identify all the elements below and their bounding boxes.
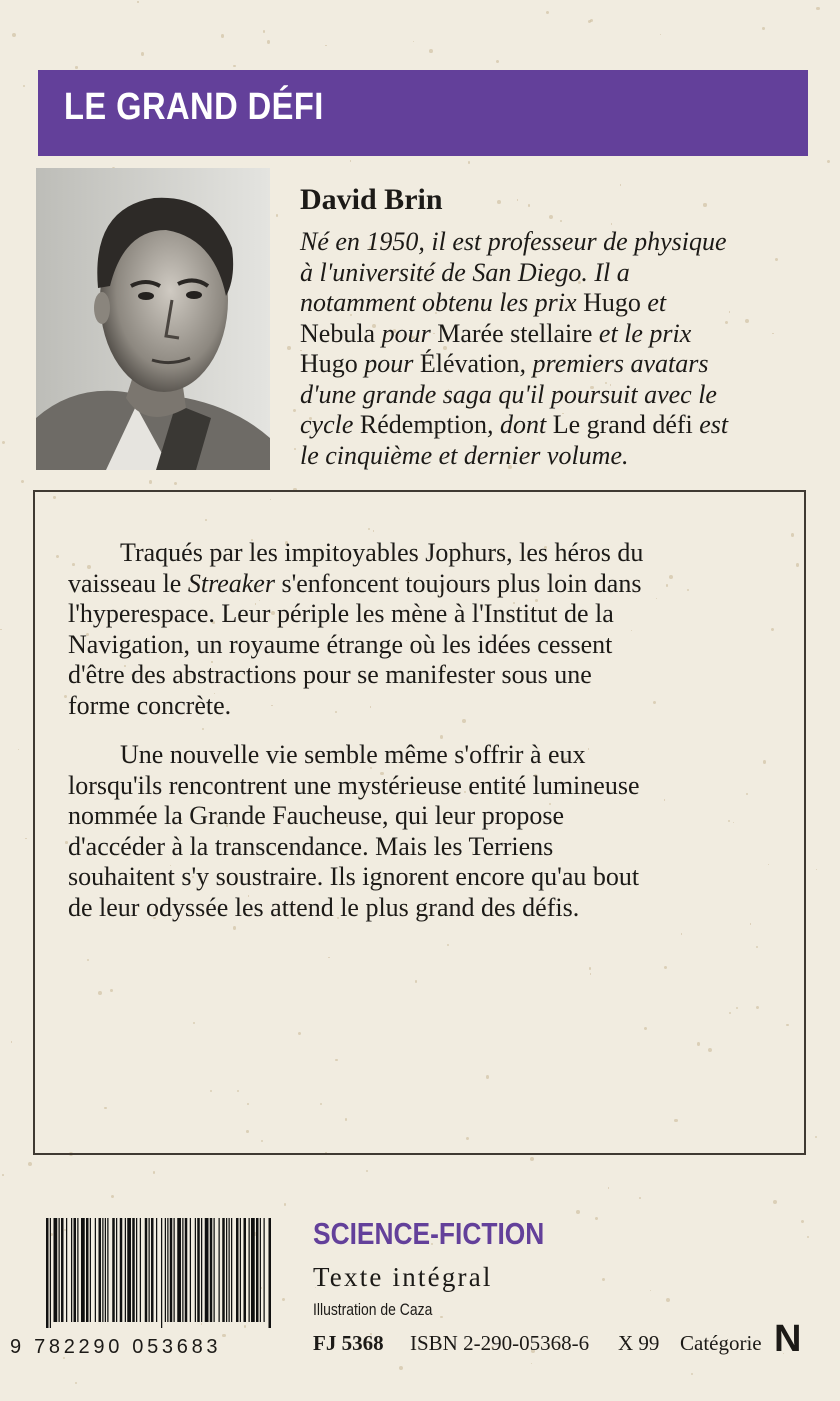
paper-speck: [762, 27, 765, 30]
barcode-bar: [71, 1218, 72, 1322]
barcode-bar: [177, 1218, 181, 1322]
barcode-bar: [251, 1218, 255, 1322]
fj-code: FJ 5368: [313, 1331, 384, 1355]
text-run: , premiers avatars: [519, 349, 709, 378]
barcode-bar: [116, 1218, 117, 1322]
paper-speck: [23, 85, 25, 87]
paper-speck: [611, 223, 612, 224]
text-run: d'accéder à la transcendance. Mais les Terriens: [68, 831, 554, 861]
text-run: de leur odyssée les attend le plus grand des défis.: [68, 892, 580, 922]
bio-line: [300, 380, 830, 411]
paper-speck: [660, 34, 661, 35]
paper-speck: [325, 45, 327, 47]
paper-speck: [153, 1171, 156, 1174]
barcode-bar: [185, 1218, 188, 1322]
text-run: vaisseau le: [68, 568, 188, 598]
paper-speck: [294, 448, 296, 450]
paper-speck: [233, 65, 235, 67]
author-bio: [300, 227, 830, 471]
text-run: Hugo: [300, 349, 358, 378]
text-run: et: [640, 288, 667, 317]
paper-speck: [287, 346, 291, 350]
paper-speck: [276, 214, 279, 217]
text-run: pour: [375, 318, 438, 348]
barcode-bar: [112, 1218, 115, 1322]
blurb-line: [68, 862, 768, 893]
barcode-bar: [249, 1218, 250, 1322]
paper-speck: [222, 1334, 225, 1337]
paper-speck: [666, 1298, 670, 1302]
barcode-bar: [195, 1218, 196, 1322]
bio-line: [300, 288, 830, 319]
barcode-digits: 9 782290 053683: [10, 1336, 222, 1358]
paper-speck: [827, 160, 830, 163]
price-code: X 99: [618, 1331, 660, 1355]
text-run: est: [692, 410, 729, 439]
paper-speck: [531, 1363, 532, 1364]
text-run: le cinquième et dernier volume.: [300, 440, 629, 470]
paper-speck: [174, 482, 177, 485]
blurb-line: [68, 740, 768, 771]
barcode-bar: [231, 1218, 232, 1322]
paper-speck: [528, 204, 531, 207]
barcode-bar: [54, 1218, 58, 1322]
barcode-bar: [95, 1218, 96, 1322]
barcode-bar: [156, 1218, 157, 1322]
barcode-bar: [61, 1218, 64, 1322]
barcode-bar: [190, 1218, 191, 1322]
text-run: Nebula: [300, 318, 376, 348]
barcode-bar: [125, 1218, 126, 1322]
paper-speck: [2, 1174, 4, 1176]
barcode-bar: [140, 1218, 141, 1322]
text-run: nommée la Grande Faucheuse, qui leur propose: [68, 801, 565, 830]
barcode-bar: [127, 1218, 131, 1322]
blurb-line: [68, 771, 768, 802]
barcode-bar: [197, 1218, 200, 1322]
paper-speck: [576, 1210, 580, 1214]
paper-speck: [608, 1187, 609, 1188]
paper-speck: [807, 1236, 809, 1238]
ean-barcode-icon: [44, 1218, 274, 1328]
paper-speck: [18, 749, 19, 750]
barcode-bar: [256, 1218, 259, 1322]
paper-speck: [111, 1195, 114, 1198]
barcode-bar: [46, 1218, 49, 1328]
barcode-bar: [77, 1218, 78, 1322]
barcode-bar: [120, 1218, 123, 1322]
blurb-line: [68, 569, 768, 600]
barcode-bar: [222, 1218, 225, 1322]
text-run: , dont: [486, 410, 553, 439]
barcode-bar: [86, 1218, 89, 1322]
paper-speck: [75, 1382, 77, 1384]
paper-speck: [650, 1290, 651, 1291]
text-run: Une nouvelle vie semble même s'offrir à eux: [120, 740, 586, 769]
paper-speck: [350, 160, 351, 161]
barcode-bar: [105, 1218, 106, 1322]
paper-speck: [801, 1220, 804, 1223]
barcode-bar: [174, 1218, 175, 1322]
barcode-bar: [107, 1218, 108, 1322]
text-run: l'hyperespace. Leur périple les mène à l'Institut de la: [68, 599, 614, 628]
barcode-bar: [151, 1218, 154, 1322]
blurb-line: [68, 660, 768, 691]
text-run: Streaker: [187, 568, 275, 598]
author-name: David Brin: [300, 183, 443, 216]
blurb-line: [68, 691, 768, 722]
text-run: Le grand défi: [552, 410, 693, 439]
paper-speck: [496, 60, 499, 63]
bio-line: [300, 319, 830, 350]
paper-speck: [263, 30, 266, 33]
blurb-text: [68, 538, 768, 942]
barcode-bar: [66, 1218, 67, 1322]
text-run: lorsqu'ils rencontrent une mystérieuse entité lumineuse: [68, 770, 640, 800]
paper-speck: [620, 184, 622, 186]
blurb-line: [68, 893, 768, 924]
paper-speck: [413, 41, 414, 42]
text-run: souhaitent s'y soustraire. Ils ignorent encore qu'au bout: [68, 862, 640, 891]
paper-speck: [546, 11, 550, 15]
barcode-bar: [236, 1218, 239, 1322]
bio-line: [300, 258, 830, 289]
barcode-bar: [145, 1218, 148, 1322]
barcode-bar: [161, 1218, 162, 1328]
text-run: et le prix: [592, 318, 692, 348]
blurb-line: [68, 538, 768, 569]
paper-speck: [28, 1162, 32, 1166]
isbn: ISBN 2-290-05368-6: [410, 1331, 590, 1355]
text-run: forme concrète.: [68, 690, 232, 720]
text-run: pour: [357, 349, 420, 378]
barcode-bar: [81, 1218, 85, 1322]
barcode-bar: [201, 1218, 202, 1322]
paper-speck: [25, 838, 27, 840]
paper-speck: [0, 629, 2, 631]
barcode-bar: [240, 1218, 241, 1322]
paper-speck: [282, 1298, 285, 1301]
paper-speck: [141, 52, 144, 55]
barcode-bar: [226, 1218, 227, 1322]
paper-speck: [293, 409, 296, 412]
paper-speck: [267, 40, 270, 43]
barcode-bar: [269, 1218, 272, 1328]
paper-speck: [588, 20, 591, 23]
paper-speck: [602, 1278, 605, 1281]
blurb-line: [68, 832, 768, 863]
barcode-bar: [99, 1218, 102, 1322]
text-run: Élévation: [419, 349, 520, 378]
barcode-bar: [219, 1218, 220, 1322]
text-run: s'enfoncent toujours plus loin dans: [274, 568, 642, 598]
paper-speck: [639, 1197, 641, 1199]
author-portrait-icon: [36, 168, 270, 470]
text-run: Né en 1950, il est professeur de physique: [300, 227, 727, 256]
text-run: Marée stellaire: [437, 318, 593, 348]
paper-speck: [366, 1170, 368, 1172]
barcode-bar: [59, 1218, 60, 1322]
text-run: à l'université de San Diego. Il a: [300, 257, 630, 287]
paper-speck: [816, 869, 817, 870]
barcode-bar: [244, 1218, 247, 1322]
text-run: Rédemption: [359, 410, 487, 439]
paper-speck: [149, 480, 152, 483]
paper-speck: [530, 1157, 534, 1161]
paper-speck: [284, 1203, 287, 1206]
paper-speck: [497, 200, 501, 204]
paper-speck: [221, 34, 225, 38]
paper-speck: [468, 161, 470, 163]
barcode-bar: [170, 1218, 173, 1322]
paper-speck: [517, 199, 519, 201]
barcode-bar: [102, 1218, 103, 1322]
paper-speck: [12, 33, 16, 37]
blurb-paragraph: [68, 538, 768, 721]
text-run: Navigation, un royaume étrange où les idées cessent: [68, 629, 613, 659]
barcode-bar: [229, 1218, 230, 1322]
paper-speck: [560, 220, 562, 222]
bio-line: [300, 410, 830, 441]
barcode-bar: [149, 1218, 150, 1322]
paper-speck: [75, 66, 77, 68]
text-run: d'une grande saga qu'il poursuit avec le: [300, 379, 717, 409]
barcode-bar: [182, 1218, 183, 1322]
paper-speck: [773, 1200, 777, 1204]
book-title: LE GRAND DÉFI: [64, 86, 324, 128]
paper-speck: [399, 1366, 403, 1370]
illustration-credit: Illustration de Caza: [313, 1300, 433, 1319]
paper-speck: [440, 1316, 443, 1319]
title-band: [38, 70, 808, 156]
barcode-bar: [136, 1218, 137, 1322]
text-run: notamment obtenu les prix: [300, 288, 584, 317]
categorie-letter: N: [774, 1318, 802, 1360]
series-category: SCIENCE-FICTION: [313, 1216, 545, 1251]
paper-speck: [816, 7, 819, 10]
author-photo: [36, 168, 270, 470]
barcode-bar: [205, 1218, 209, 1322]
paper-speck: [429, 49, 433, 53]
bio-line: [300, 227, 830, 258]
text-run: Traqués par les impitoyables Jophurs, les héros du: [120, 538, 644, 567]
paper-speck: [549, 215, 553, 219]
barcode-bar: [90, 1218, 91, 1322]
barcode-bar: [210, 1218, 213, 1322]
paper-speck: [703, 203, 706, 206]
text-run: d'être des abstractions pour se manifester sous une: [68, 660, 592, 689]
barcode-bar: [74, 1218, 77, 1322]
paper-speck: [2, 441, 6, 445]
barcode-bar: [260, 1218, 261, 1322]
blurb-line: [68, 630, 768, 661]
barcode-bar: [165, 1218, 166, 1322]
paper-speck: [691, 1373, 693, 1375]
paper-speck: [137, 1, 138, 2]
barcode-bar: [132, 1218, 135, 1322]
blurb-paragraph: [68, 740, 768, 923]
bio-line: [300, 349, 830, 380]
blurb-line: [68, 801, 768, 832]
blurb-line: [68, 599, 768, 630]
barcode-bar: [264, 1218, 265, 1322]
paper-speck: [595, 1217, 598, 1220]
paper-speck: [21, 480, 24, 483]
bio-line: [300, 441, 830, 472]
categorie-label: Catégorie: [680, 1331, 762, 1355]
text-run: cycle: [300, 410, 360, 439]
paper-speck: [11, 1041, 12, 1042]
text-run: Hugo: [583, 288, 641, 317]
barcode-bar: [167, 1218, 168, 1322]
barcode-bar: [214, 1218, 215, 1322]
paper-speck: [815, 1136, 817, 1138]
texte-integral: Texte intégral: [313, 1262, 493, 1292]
barcode-bar: [50, 1218, 51, 1328]
